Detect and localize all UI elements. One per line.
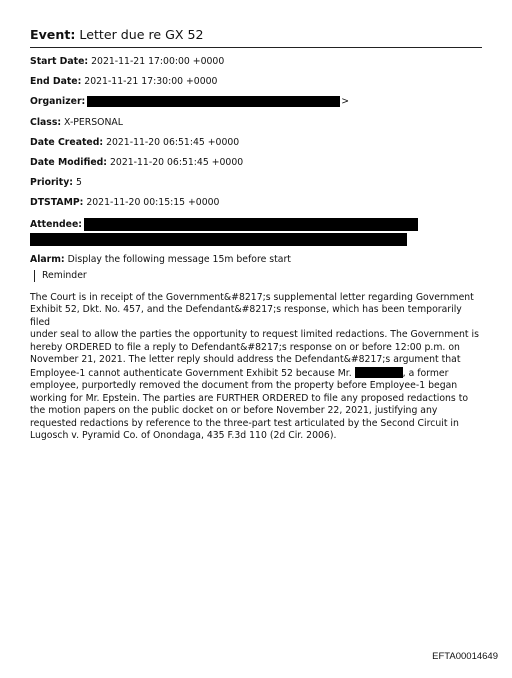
alarm-value: Display the following message 15m before start [67,253,291,265]
attendee-row [30,218,482,246]
body-text [30,292,482,443]
reminder-text: Reminder [34,270,482,282]
priority-label: Priority: [30,177,73,189]
organizer-tail: > [341,96,350,108]
date-modified-value: 2021-11-20 06:51:45 +0000 [110,156,244,168]
event-title [30,26,482,48]
organizer-label: Organizer: [30,96,86,108]
end-date-value: 2021-11-21 17:30:00 +0000 [84,76,218,88]
attendee-label: Attendee: [30,218,82,230]
alarm-label: Alarm: [30,253,65,265]
body-text-part-2: , a former employee, purportedly removed the document from the property before Employee-1 began working for Mr. Epstein. The parties are FURTHER ORDERED to file any proposed redactions to the motion papers on the public docket on or before November 22, 2021, justifying any requested redactions by reference to the three-part test articulated by the Second Circuit in Lugosch v. Pyramid Co. of Onondaga, 435 F.3d 110 (2d Cir. 2006). [30,367,469,442]
date-modified-label: Date Modified: [30,156,108,168]
dtstamp-label: DTSTAMP: [30,197,84,209]
attendee-redaction-1 [84,218,418,231]
priority-value: 5 [75,177,82,189]
event-value: Letter due re GX 52 [79,27,204,42]
end-date-label: End Date: [30,76,82,88]
document-id-footer: EFTA00014649 [432,651,498,662]
start-date-value: 2021-11-21 17:00:00 +0000 [91,56,225,67]
class-label: Class: [30,116,62,128]
organizer-row [30,96,482,108]
dtstamp-value: 2021-11-20 00:15:15 +0000 [86,197,220,209]
priority-row [30,177,482,189]
organizer-redaction [87,96,340,107]
end-date-row [30,76,482,88]
class-row [30,117,482,129]
date-modified-row [30,157,482,169]
class-value: X-PERSONAL [64,116,123,128]
date-created-value: 2021-11-20 06:51:45 +0000 [106,136,240,148]
document-page [30,26,482,443]
name-redaction [355,367,403,378]
body-text-part-1: The Court is in receipt of the Government&#8217;s supplemental letter regarding Government Exhibit 52, Dkt. No. 457, and the Defendant&#8217;s response, which has been temporarily filed under seal to allow the parties the opportunity to request limited redactions. The Government is hereby ORDERED to file a reply to Defendant&#8217;s response on or before 12:00 p.m. on November 21, 2021. The letter reply should address the Defendant&#8217;s argument that Employee-1 cannot authenticate Government Exhibit 52 because Mr. [30,291,479,379]
event-label: Event: [30,27,76,42]
attendee-redaction-2 [30,233,407,246]
date-created-row [30,137,482,149]
start-date-label: Start Date: [30,56,89,67]
date-created-label: Date Created: [30,136,104,148]
dtstamp-row [30,197,482,209]
alarm-row [30,254,482,266]
start-date-row [30,56,482,68]
